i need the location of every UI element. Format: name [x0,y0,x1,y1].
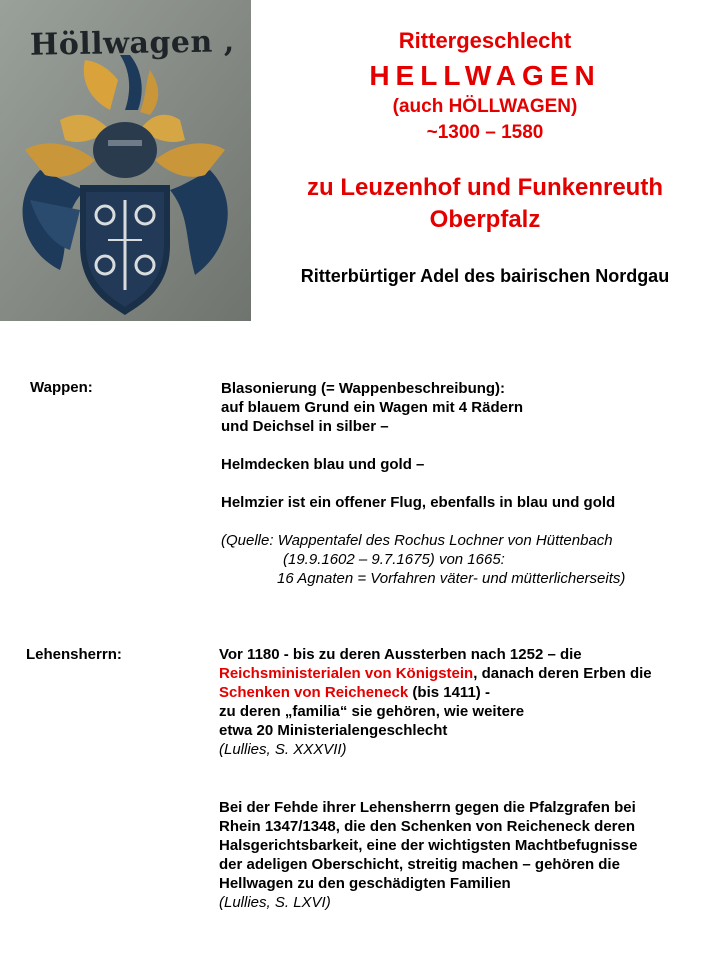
wappen-line: Blasonierung (= Wappenbeschreibung): [221,380,506,397]
wappen-line: und Deichsel in silber – [221,418,389,435]
coat-of-arms-image [0,0,251,321]
highlight-koenigstein: Reichsministerialen von Königstein [219,665,474,682]
lehen-line: Hellwagen zu den geschädigten Familien [219,875,511,892]
lehen-line: etwa 20 Ministerialengeschlecht [219,722,448,739]
wappen-source: 16 Agnaten = Vorfahren väter- und mütterlicherseits) [277,570,626,587]
title-family-name: HELLWAGEN [369,60,601,91]
lehen-line: Vor 1180 - bis zu deren Aussterben nach 1252 – die [219,646,582,663]
lehen-line: Reichsministerialen von Königstein, danach deren Erben die [219,665,652,682]
lehen-line: zu deren „familia“ sie gehören, wie weitere [219,703,525,720]
title-seat: zu Leuzenhof und Funkenreuth [307,174,663,201]
title-date-range: ~1300 – 1580 [426,122,544,143]
wappen-source: (19.9.1602 – 9.7.1675) von 1665: [283,551,505,568]
lehensherrn-label: Lehensherrn: [26,646,122,663]
lehensherrn-paragraph-1 [219,645,652,759]
title-line-1: Rittergeschlecht [398,28,572,53]
lehen-source: (Lullies, S. XXXVII) [219,741,347,758]
wappen-line: Helmdecken blau und gold – [221,456,425,473]
lehen-line: Bei der Fehde ihrer Lehensherrn gegen die Pfalzgrafen bei [219,799,636,816]
wappen-line: Helmzier ist ein offener Flug, ebenfalls in blau und gold [221,494,616,511]
lehensherrn-paragraph-2 [219,798,637,912]
subtitle-nobility: Ritterbürtiger Adel des bairischen Nordgau [300,266,670,286]
crest-inscription: Höllwagen , [29,24,235,63]
lehen-line: Schenken von Reicheneck (bis 1411) - [219,684,490,701]
title-alt-name: (auch HÖLLWAGEN) [392,96,578,117]
title-region: Oberpfalz [429,206,541,233]
lehen-line: Rhein 1347/1348, die den Schenken von Reicheneck deren [219,818,636,835]
wappen-description [221,379,625,588]
wappen-source: (Quelle: Wappentafel des Rochus Lochner von Hüttenbach [221,532,613,549]
lehen-line: Halsgerichtsbarkeit, eine der wichtigsten Machtbefugnisse [219,837,638,854]
highlight-reicheneck: Schenken von Reicheneck [219,684,409,701]
wappen-label: Wappen: [30,379,93,396]
lehen-source: (Lullies, S. LXVI) [219,894,331,911]
lehen-line: der adeligen Oberschicht, streitig machen – gehören die [219,856,620,873]
wappen-line: auf blauem Grund ein Wagen mit 4 Rädern [221,399,523,416]
